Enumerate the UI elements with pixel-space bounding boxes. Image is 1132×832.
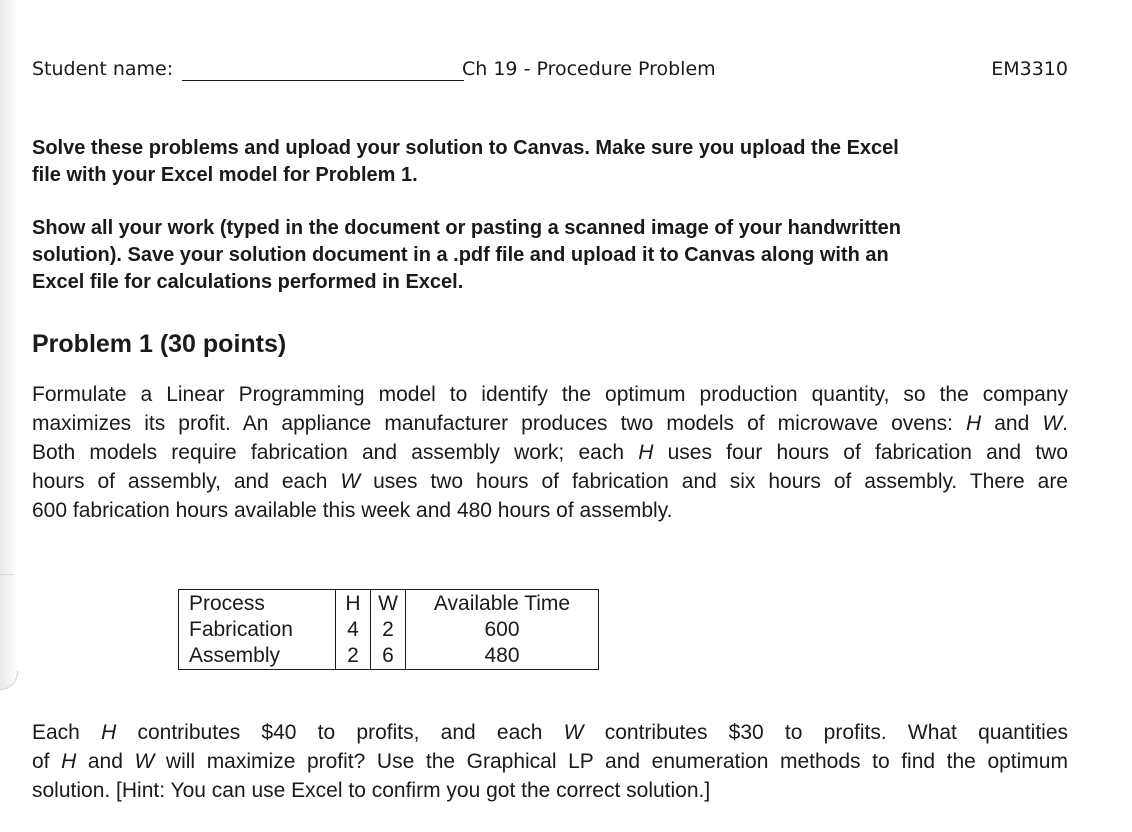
page-edge-shadow — [0, 0, 18, 690]
instructions-upload — [32, 135, 1068, 189]
table-header-cell: H — [336, 590, 371, 618]
problem-title: Problem 1 (30 points) — [32, 330, 287, 358]
problem-question — [32, 718, 1068, 805]
table-row — [179, 643, 599, 670]
desc-line: 600 fabrication hours available this week and 480 hours of assembly. — [32, 499, 673, 522]
table-cell: 600 — [406, 617, 599, 643]
problem-description — [32, 380, 1068, 525]
instructions-line: solution). Save your solution document in a .pdf file and upload it to Canvas along with an — [32, 244, 889, 266]
table-cell: 6 — [371, 643, 406, 670]
course-title: Ch 19 - Procedure Problem — [462, 58, 716, 80]
student-name-blank — [182, 80, 464, 81]
desc-line: maximizes its profit. An appliance manufacturer produces two models of microwave ovens: H and W. — [32, 412, 1068, 435]
student-name-label: Student name: — [32, 58, 174, 80]
question-line: of H and W will maximize profit? Use the Graphical LP and enumeration methods to find the optimum — [32, 750, 1068, 773]
table-header-cell: W — [371, 590, 406, 618]
desc-line: hours of assembly, and each W uses two hours of fabrication and six hours of assembly. There are — [32, 470, 1068, 493]
table-cell: 2 — [371, 617, 406, 643]
table-header-cell: Process — [179, 590, 336, 618]
table-cell: Assembly — [179, 643, 336, 670]
desc-line: Both models require fabrication and assembly work; each H uses four hours of fabrication and two — [32, 441, 1068, 464]
desc-line: Formulate a Linear Programming model to identify the optimum production quantity, so the company — [32, 383, 1068, 406]
table-row — [179, 617, 599, 643]
page-divider — [0, 574, 14, 575]
instructions-show-work — [32, 215, 1068, 296]
table-header-cell: Available Time — [406, 590, 599, 618]
table-cell: 480 — [406, 643, 599, 670]
instructions-line: file with your Excel model for Problem 1. — [32, 164, 418, 186]
table-cell: Fabrication — [179, 617, 336, 643]
instructions-line: Excel file for calculations performed in Excel. — [32, 271, 464, 293]
table-cell: 2 — [336, 643, 371, 670]
table-cell: 4 — [336, 617, 371, 643]
table-header-row — [179, 590, 599, 618]
instructions-line: Show all your work (typed in the document or pasting a scanned image of your handwritten — [32, 217, 901, 239]
question-line: Each H contributes $40 to profits, and each W contributes $30 to profits. What quantities — [32, 721, 1069, 744]
document-header — [32, 58, 1068, 84]
process-table — [178, 589, 599, 670]
question-line: solution. [Hint: You can use Excel to confirm you got the correct solution.] — [32, 779, 711, 802]
instructions-line: Solve these problems and upload your solution to Canvas. Make sure you upload the Excel — [32, 137, 899, 159]
course-code: EM3310 — [991, 58, 1068, 80]
